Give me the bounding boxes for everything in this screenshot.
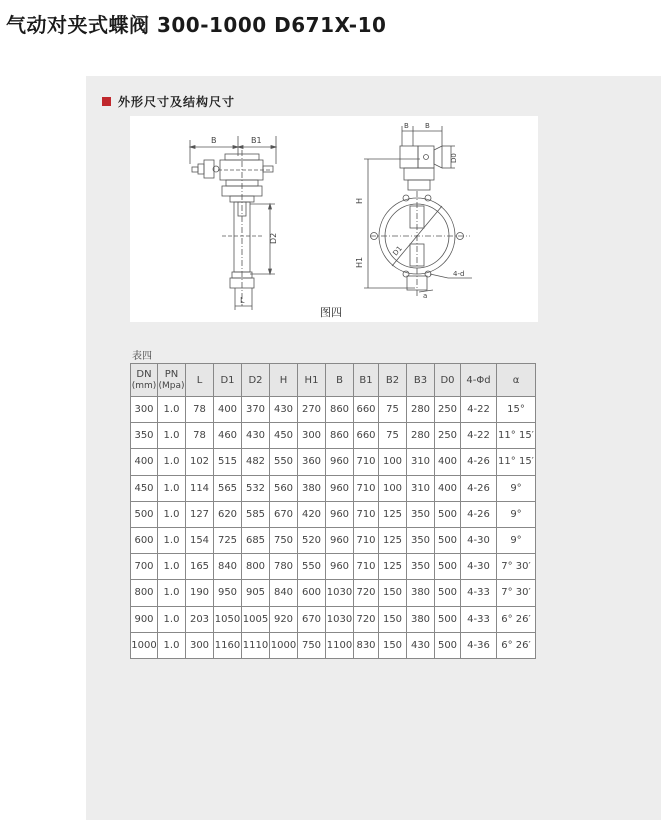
svg-text:B: B [404,122,409,130]
table-row: 500 1.0 127 620 585 670 420 960 710 125 350 500 4-26 9° [131,501,536,527]
svg-text:B: B [211,136,217,145]
table-row: 700 1.0 165 840 800 780 550 960 710 125 350 500 4-30 7° 30′ [131,554,536,580]
svg-text:H1: H1 [355,256,364,268]
section-heading-text: 外形尺寸及结构尺寸 [118,95,236,109]
svg-text:4-d: 4-d [453,270,465,278]
header-l: L [186,364,214,397]
header-b1: B1 [354,364,379,397]
svg-text:B: B [425,122,430,130]
header-alpha: α [497,364,536,397]
valve-drawing-svg [130,116,538,322]
svg-text:D0: D0 [450,153,458,163]
section-heading [102,93,235,110]
side-view-drawing [190,136,278,310]
header-bolt-holes: 4-Φd [461,364,497,397]
header-d0: D0 [435,364,461,397]
table-row: 300 1.0 78 400 370 430 270 860 660 75 280 250 4-22 15° [131,397,536,423]
header-d1: D1 [214,364,242,397]
table-row: 600 1.0 154 725 685 750 520 960 710 125 350 500 4-30 9° [131,527,536,553]
table-row: 900 1.0 203 1050 1005 920 670 1030 720 150 380 500 4-33 6° 26′ [131,606,536,632]
table-row: 400 1.0 102 515 482 550 360 960 710 100 310 400 4-26 11° 15′ [131,449,536,475]
table-row: 800 1.0 190 950 905 840 600 1030 720 150 380 500 4-33 7° 30′ [131,580,536,606]
dimension-drawing [130,116,538,322]
svg-text:D1: D1 [391,244,404,258]
table-header [131,364,536,397]
svg-text:L: L [240,296,245,305]
table-row: 350 1.0 78 460 430 450 300 860 660 75 280 250 4-22 11° 15′ [131,423,536,449]
header-h1: H1 [298,364,326,397]
svg-text:B1: B1 [251,136,262,145]
svg-text:H: H [355,197,364,204]
header-pn: PN (Mpa) [158,364,186,397]
header-b: B [326,364,354,397]
square-bullet-icon [102,97,111,106]
header-b3: B3 [407,364,435,397]
table-header-row [131,364,536,397]
front-view-drawing [355,122,472,300]
header-b2: B2 [379,364,407,397]
table-row: 450 1.0 114 565 532 560 380 960 710 100 310 400 4-26 9° [131,475,536,501]
svg-text:D2: D2 [269,232,278,244]
page-title: 气动对夹式蝶阀 300-1000 D671X-10 [6,13,387,37]
table-body [131,397,536,659]
figure-caption: 图四 [320,306,342,319]
header-d2: D2 [242,364,270,397]
svg-text:a: a [423,292,428,300]
header-dn: DN (mm) [131,364,158,397]
table-row: 1000 1.0 300 1160 1110 1000 750 1100 830 150 430 500 4-36 6° 26′ [131,632,536,658]
table-caption: 表四 [132,351,152,362]
header-h: H [270,364,298,397]
dimension-table [130,363,536,659]
